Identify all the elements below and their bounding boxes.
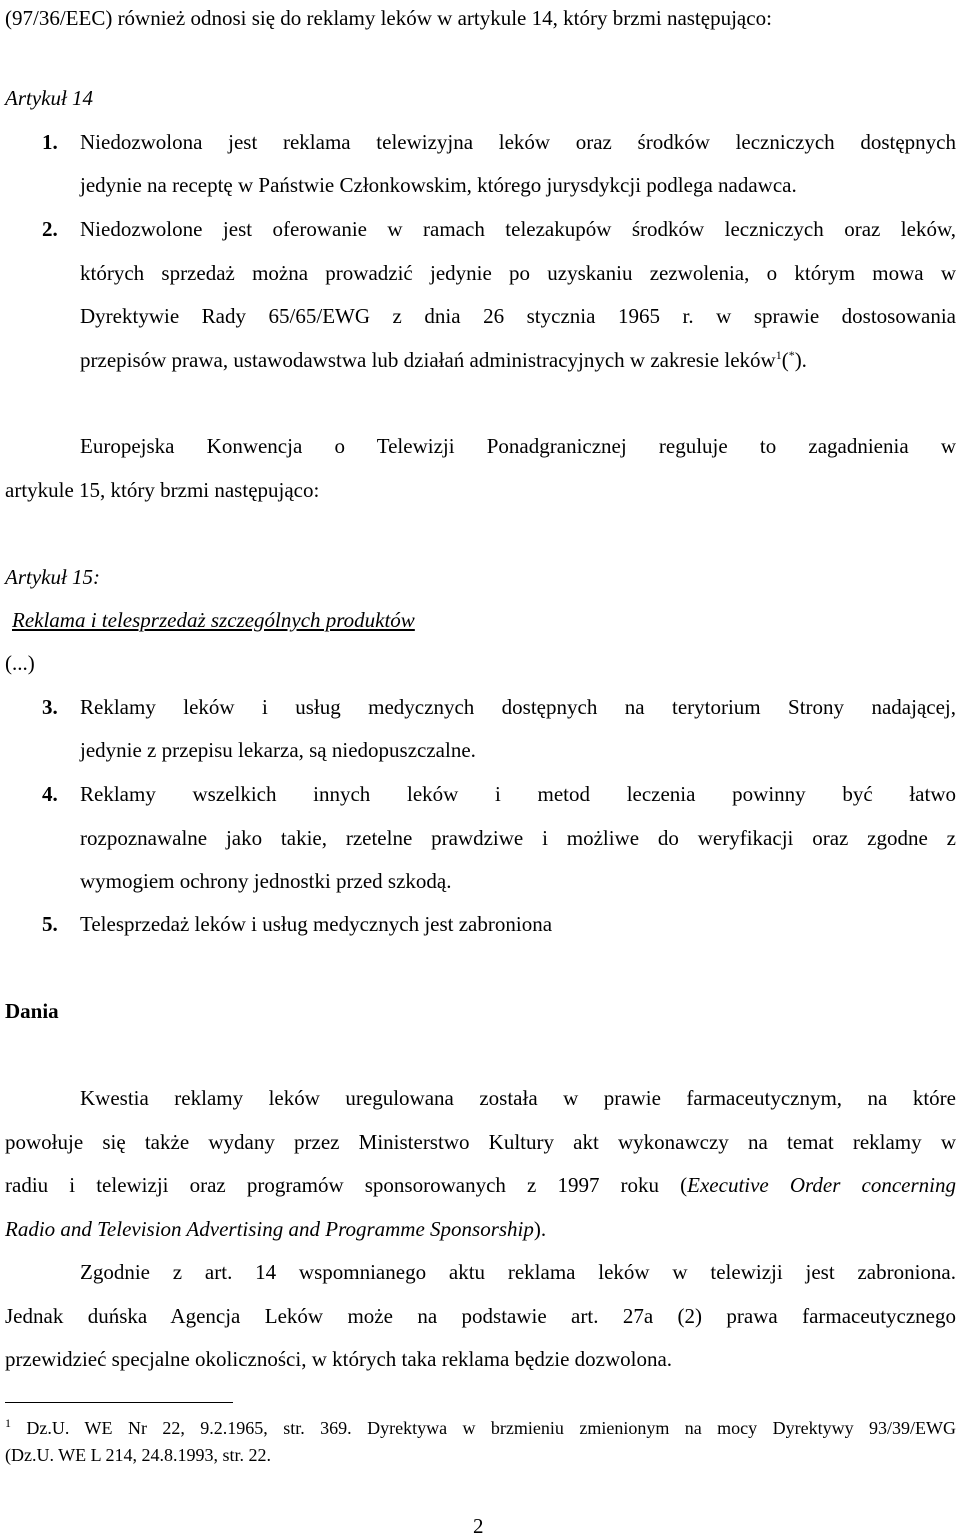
item-number: 5. bbox=[42, 912, 58, 936]
dania-p1-line-2: powołuje się także wydany przez Ministerstwo Kultury akt wykonawczy na temat reklamy w bbox=[5, 1130, 956, 1154]
item-3-line-1: Reklamy leków i usług medycznych dostępnych na terytorium Strony nadającej, bbox=[80, 695, 956, 719]
item-1-line-1: Niedozwolona jest reklama telewizyjna leków oraz środków leczniczych dostępnych bbox=[80, 130, 956, 154]
item-number: 3. bbox=[42, 695, 58, 719]
item-4-line-3: wymogiem ochrony jednostki przed szkodą. bbox=[80, 869, 452, 893]
item-5-line-1: Telesprzedaż leków i usług medycznych jest zabroniona bbox=[80, 912, 553, 936]
dania-p2-line-2: Jednak duńska Agencja Leków może na podstawie art. 27a (2) prawa farmaceutycznego bbox=[5, 1304, 956, 1328]
item-2-line-2: których sprzedaż można prowadzić jedynie po uzyskaniu zezwolenia, o którym mowa w bbox=[80, 261, 956, 285]
footnote-line-1: $^1$ Dz.U. WE Nr 22, 9.2.1965, str. 369. Dyrektywa w brzmieniu zmienionym na mocy Dyrektywy 93/39/EWG bbox=[5, 1416, 956, 1438]
item-2-line-3: Dyrektywie Rady 65/65/EWG z dnia 26 stycznia 1965 r. w sprawie dostosowania bbox=[80, 304, 956, 328]
footnote-ref: 1 bbox=[775, 348, 782, 362]
item-1-line-2: jedynie na receptę w Państwie Członkowskim, którego jurysdykcji podlega nadawca. bbox=[80, 173, 797, 197]
ellipsis: (...) bbox=[5, 651, 35, 675]
item-number: 1. bbox=[42, 130, 58, 154]
item-3-line-2: jedynie z przepisu lekarza, są niedopuszczalne. bbox=[80, 738, 476, 762]
dania-p1-line-1: Kwestia reklamy leków uregulowana została w prawie farmaceutycznym, na które bbox=[80, 1086, 956, 1110]
item-2-line-4: przepisów prawa, ustawodawstwa lub działań administracyjnych w zakresie leków$^1$(*). bbox=[80, 348, 807, 372]
europejska-line-1: Europejska Konwencja o Telewizji Ponadgranicznej reguluje to zagadnienia w bbox=[80, 434, 956, 458]
footnote-separator bbox=[5, 1402, 233, 1403]
article-15-heading: Artykuł 15: bbox=[5, 565, 101, 589]
dania-p1-line-4: Radio and Television Advertising and Programme Sponsorship). bbox=[5, 1217, 547, 1241]
item-number: 4. bbox=[42, 782, 58, 806]
intro-text: (97/36/EEC) również odnosi się do reklamy leków w artykule 14, który brzmi następująco: bbox=[5, 6, 772, 30]
page-number: 2 bbox=[473, 1514, 484, 1538]
dania-p1-line-3: radiu i telewizji oraz programów sponsorowanych z 1997 roku (Executive Order concerning bbox=[5, 1173, 956, 1197]
asterisk-ref: * bbox=[788, 348, 795, 362]
item-4-line-2: rozpoznawalne jako takie, rzetelne prawdziwe i możliwe do weryfikacji oraz zgodne z bbox=[80, 826, 956, 850]
dania-p2-line-3: przewidzieć specjalne okoliczności, w których taka reklama będzie dozwolona. bbox=[5, 1347, 673, 1371]
footnote-line-2: (Dz.U. WE L 214, 24.8.1993, str. 22. bbox=[5, 1445, 271, 1465]
item-2-line-1: Niedozwolone jest oferowanie w ramach telezakupów środków leczniczych oraz leków, bbox=[80, 217, 956, 241]
article-15-subheading: Reklama i telesprzedaż szczególnych produktów bbox=[12, 608, 415, 632]
europejska-line-2: artykule 15, który brzmi następująco: bbox=[5, 478, 320, 502]
article-14-heading: Artykuł 14 bbox=[5, 86, 94, 110]
section-heading-dania: Dania bbox=[5, 999, 59, 1023]
item-4-line-1: Reklamy wszelkich innych leków i metod leczenia powinny być łatwo bbox=[80, 782, 956, 806]
dania-p2-line-1: Zgodnie z art. 14 wspomnianego aktu reklama leków w telewizji jest zabroniona. bbox=[80, 1260, 956, 1284]
footnote-mark: 1 bbox=[5, 1416, 11, 1430]
item-number: 2. bbox=[42, 217, 58, 241]
